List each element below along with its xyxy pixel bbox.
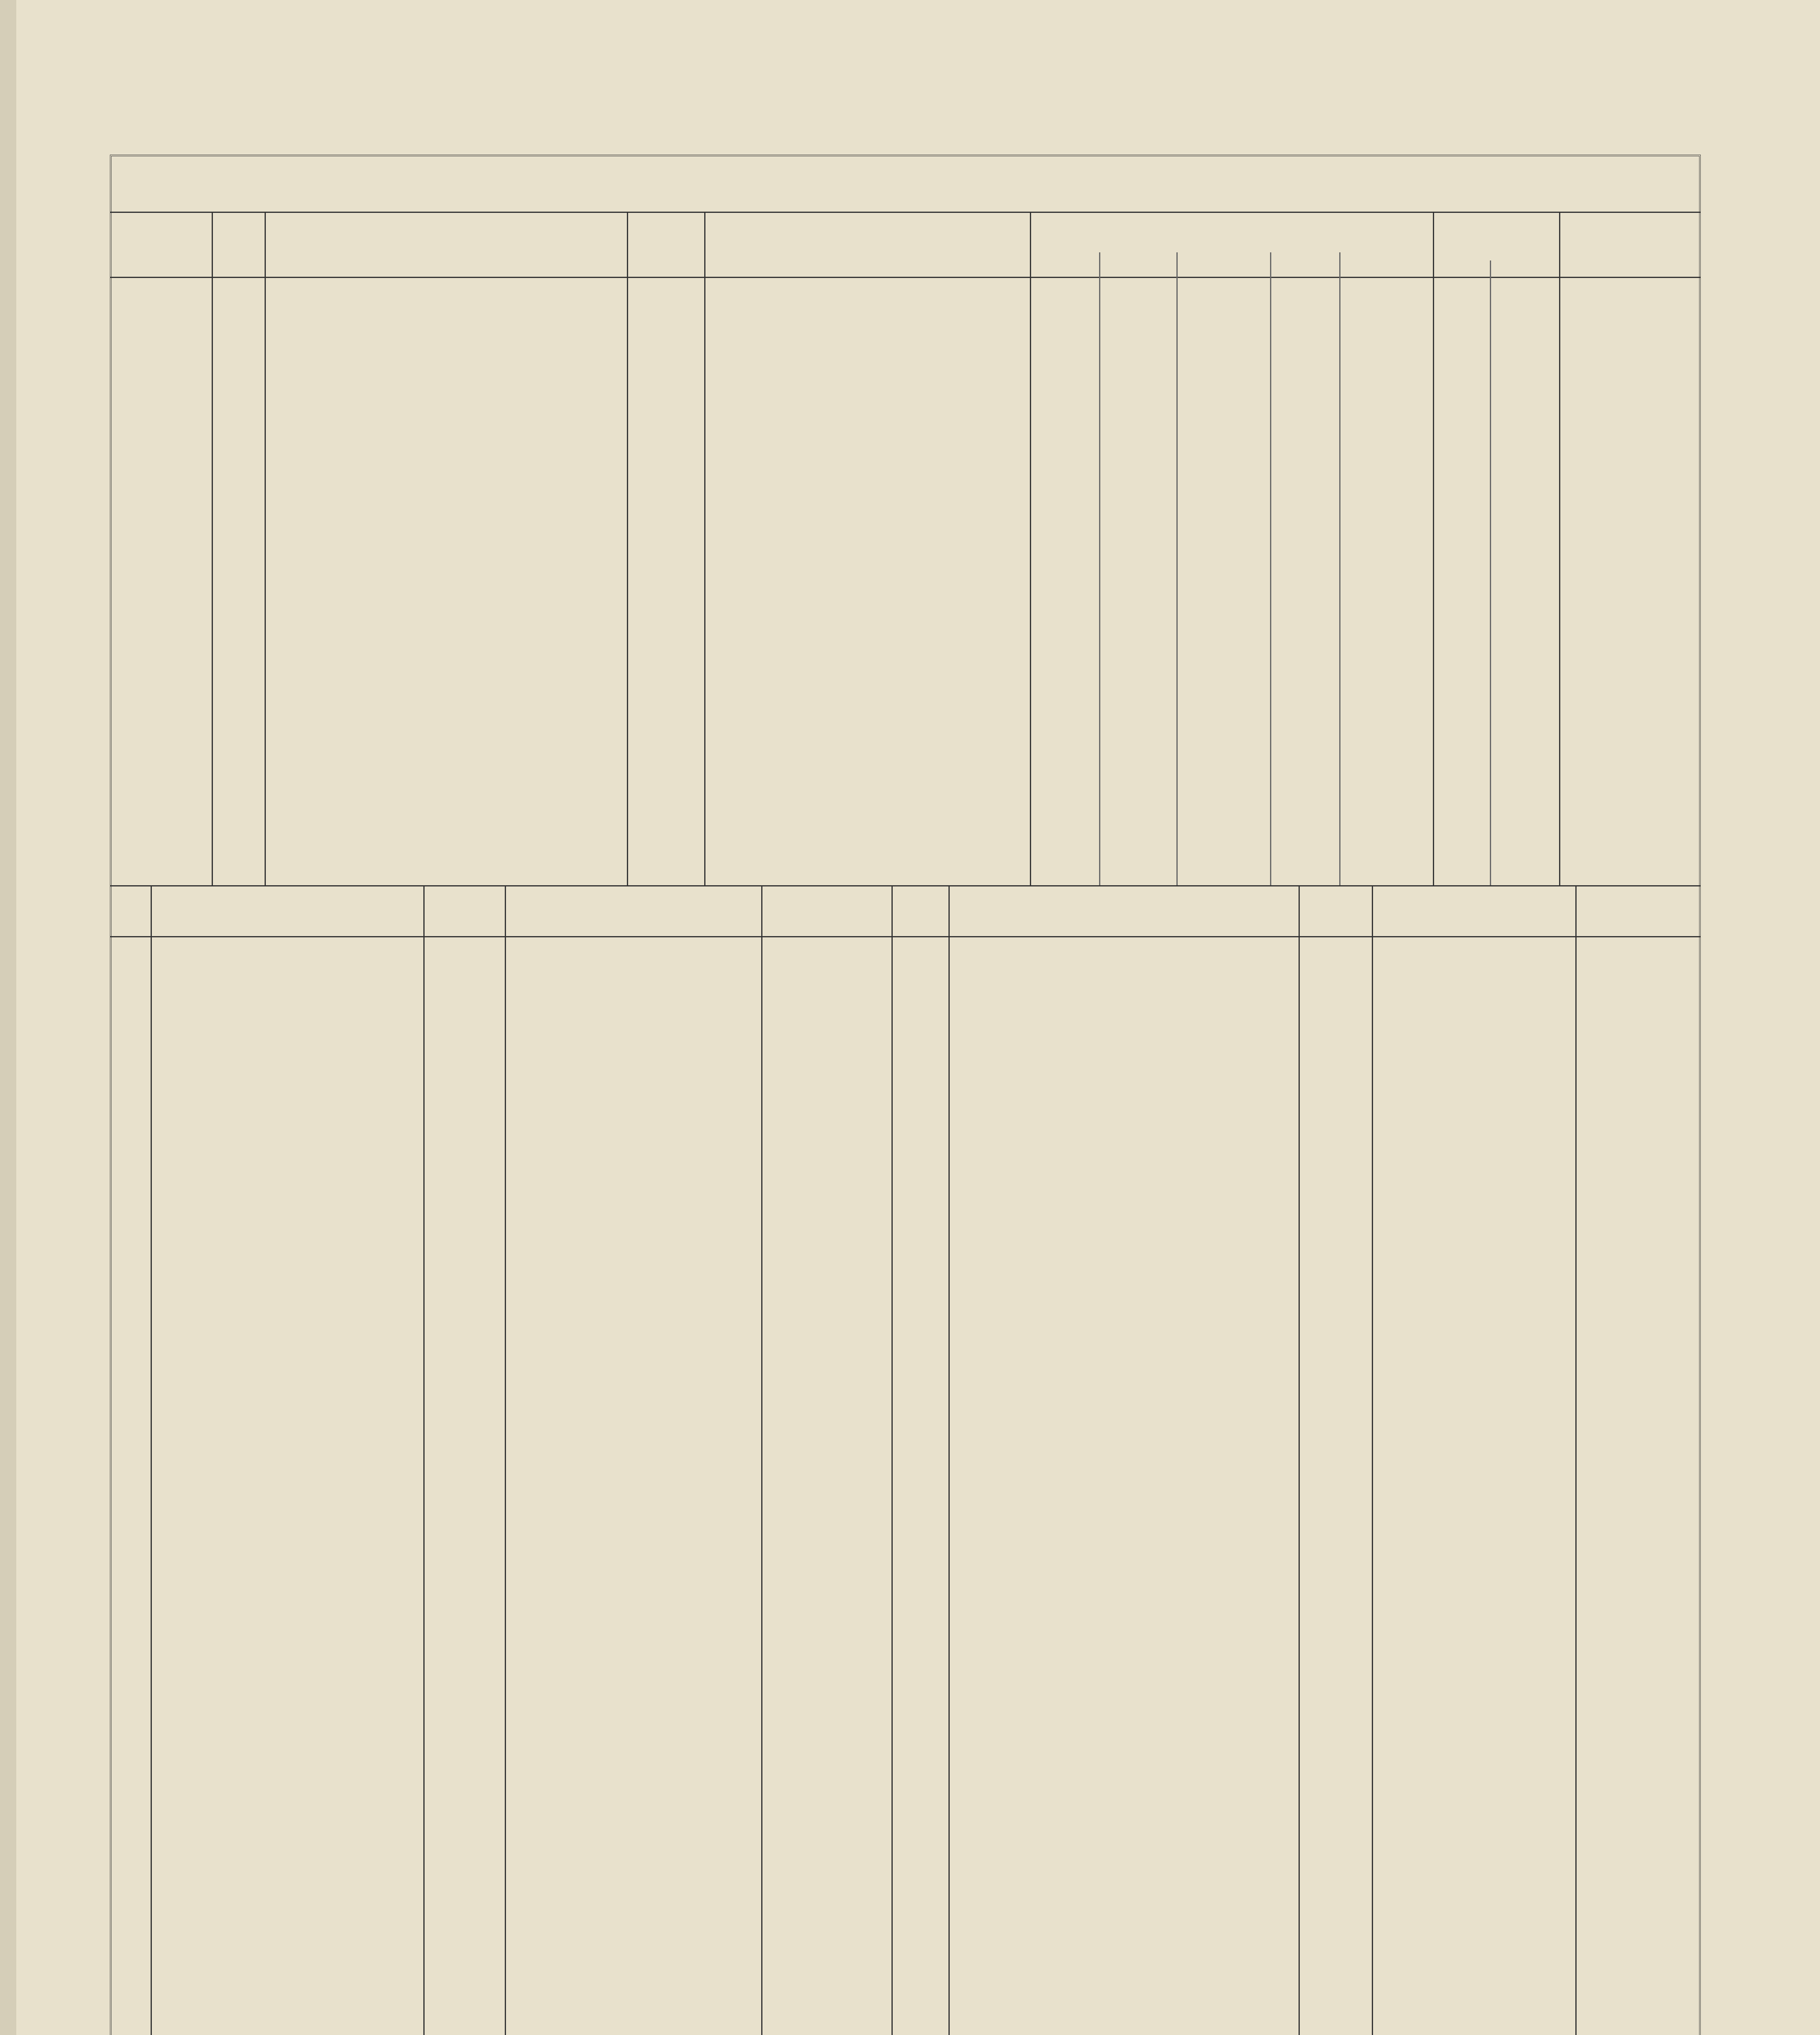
- newspaper-page: [16, 0, 1820, 2035]
- bourse-table-frame: [110, 155, 1701, 2035]
